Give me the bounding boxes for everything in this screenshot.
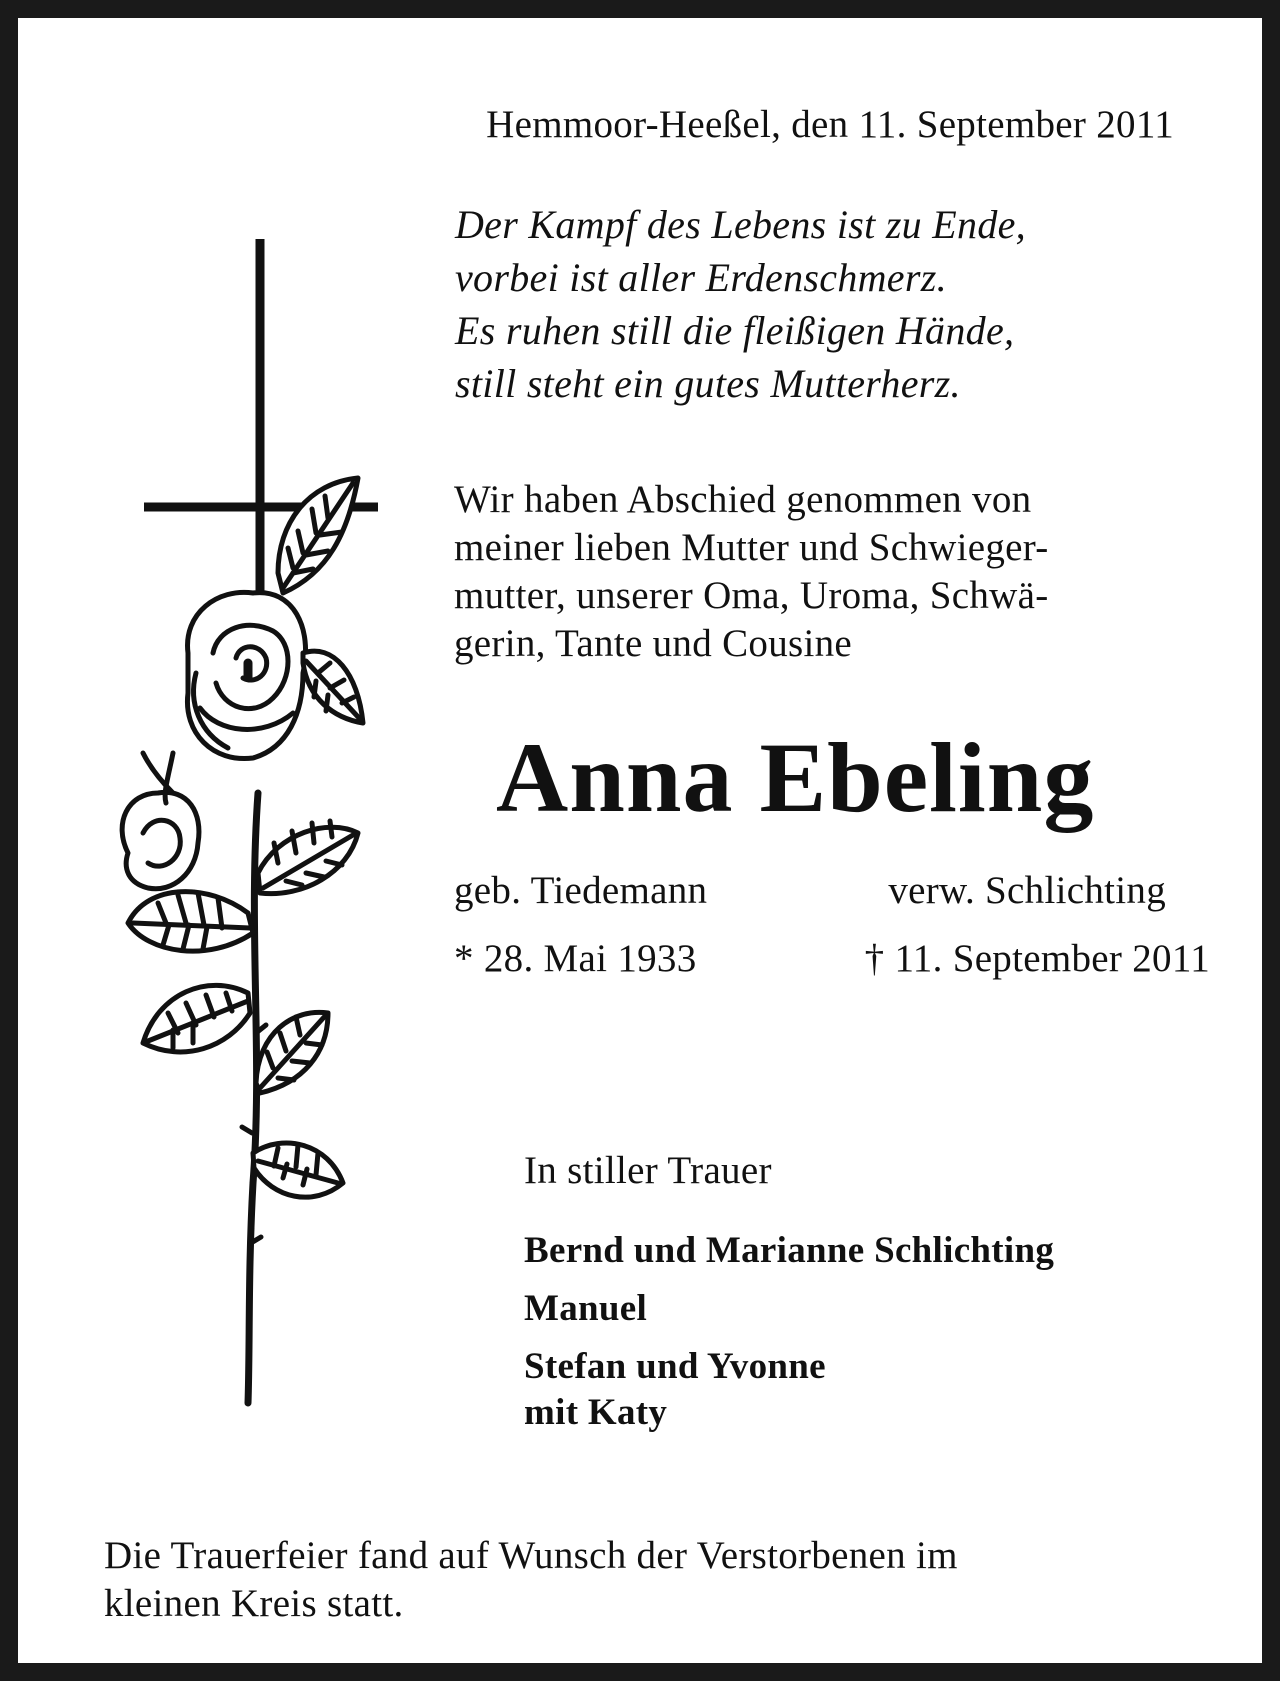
mourning-label: In stiller Trauer [524,1149,772,1192]
mourner: Stefan und Yvonne [524,1346,826,1387]
rose-icon [122,478,363,1403]
poem-line: vorbei ist aller Erdenschmerz. [455,255,947,300]
farewell-line: meiner lieben Mutter und Schwieger- [454,526,1049,569]
funeral-notice [104,1532,958,1628]
poem-line: Der Kampf des Lebens ist zu Ende, [455,202,1026,247]
mourner: Manuel [524,1288,648,1329]
mourner: Bernd und Marianne Schlichting [524,1230,1055,1271]
birth-name: geb. Tiedemann [454,869,708,912]
life-dates [454,936,1210,981]
birth-date: * 28. Mai 1933 [454,937,697,980]
place-date: Hemmoor-Heeßel, den 11. September 2011 [486,103,1174,146]
poem [455,198,1026,410]
mourner: mit Katy [524,1392,668,1433]
poem-line: still steht ein gutes Mutterherz. [455,361,961,406]
cross-and-rose-illustration [88,233,408,1413]
farewell-line: Wir haben Abschied genommen von [454,478,1032,521]
widowed-name: verw. Schlichting [888,869,1166,912]
poem-line: Es ruhen still die fleißigen Hände, [455,308,1015,353]
funeral-notice-line: Die Trauerfeier fand auf Wunsch der Verstorbenen im [104,1534,958,1577]
funeral-notice-line: kleinen Kreis statt. [104,1582,404,1625]
farewell-line: mutter, unserer Oma, Uroma, Schwä- [454,574,1049,617]
name-details [454,868,1166,913]
cross-icon [144,239,378,623]
mourners-list [524,1228,1054,1436]
death-date: † 11. September 2011 [864,937,1210,980]
deceased-name: Anna Ebeling [496,722,1095,833]
farewell-line: gerin, Tante und Cousine [454,622,853,665]
farewell-text [454,476,1049,668]
